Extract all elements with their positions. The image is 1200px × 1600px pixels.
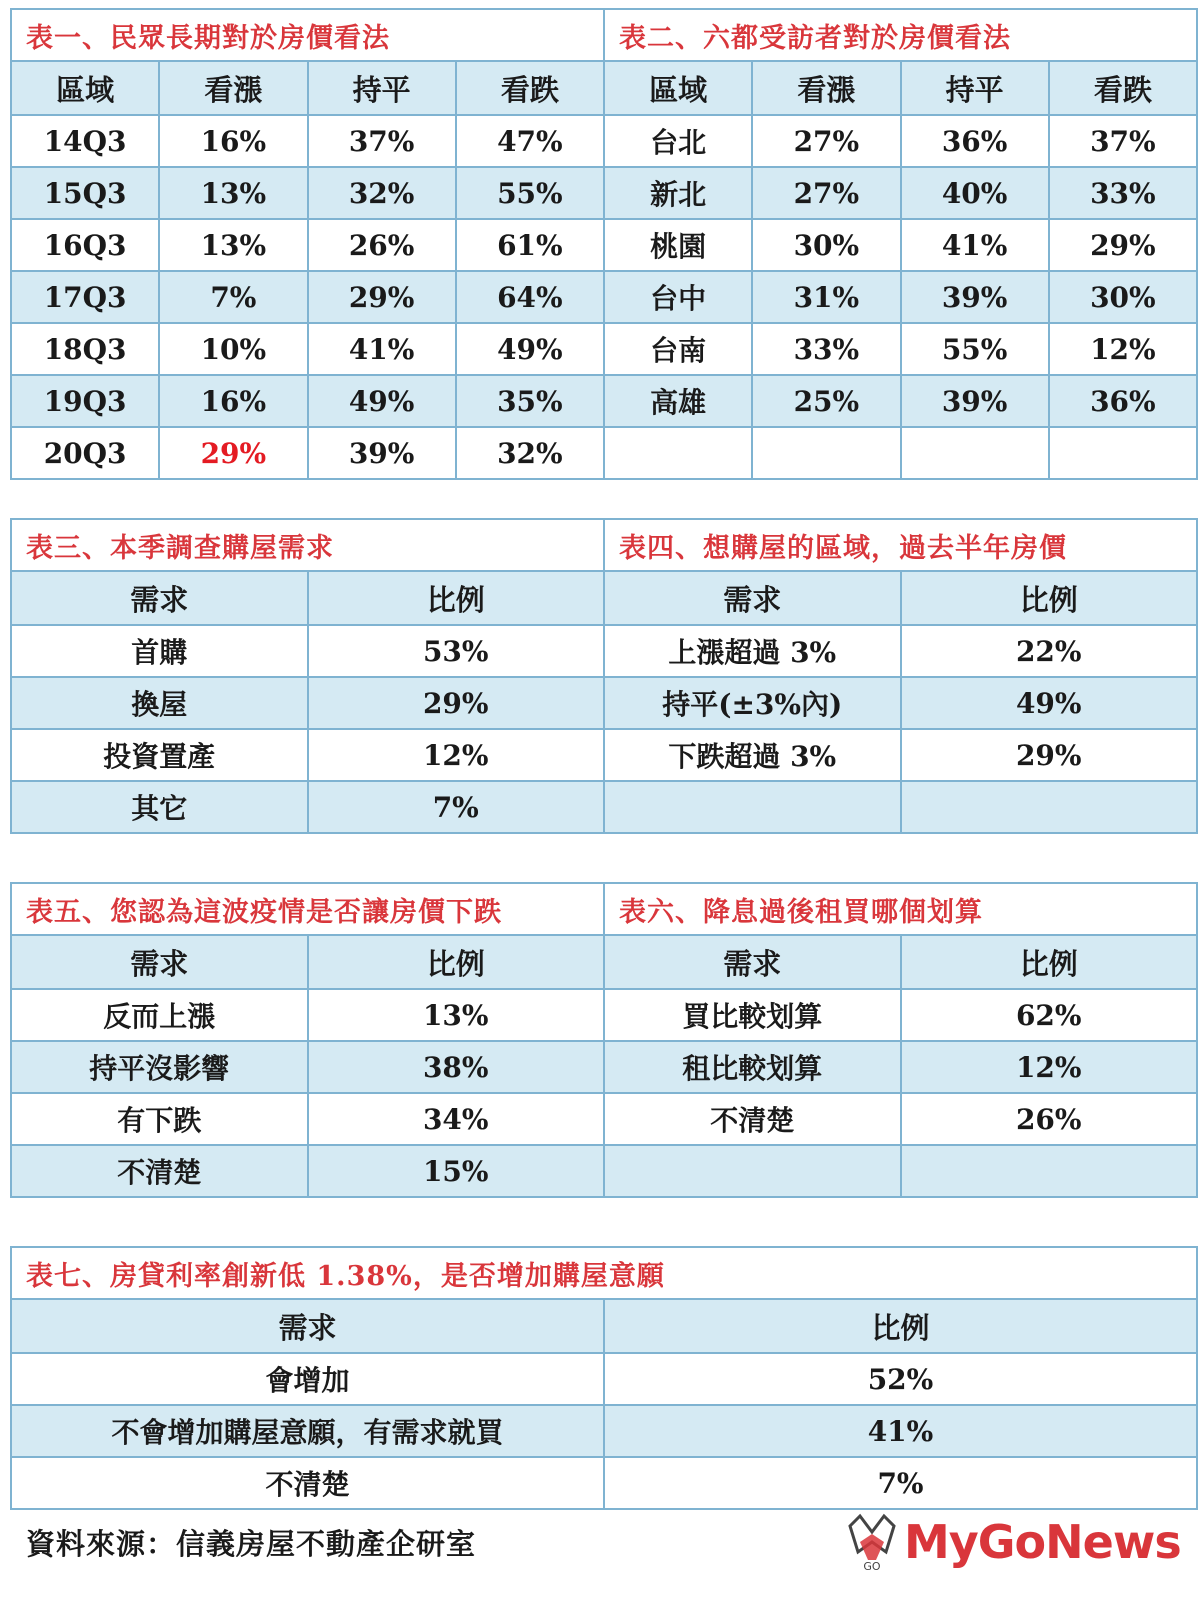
table3-row <box>11 781 604 833</box>
table2-header-cell: 區域 <box>604 61 752 115</box>
table7-cell: 會增加 <box>11 1353 604 1405</box>
table1-cell: 32% <box>308 167 456 219</box>
table4-cell: 持平(±3%內) <box>604 677 901 729</box>
table5-cell: 有下跌 <box>11 1093 308 1145</box>
table2-cell: 33% <box>1049 167 1197 219</box>
table2-row <box>604 219 1197 271</box>
table2-cell: 27% <box>752 115 900 167</box>
table3-cell: 12% <box>308 729 605 781</box>
block-pandemic-rates <box>10 882 1198 1198</box>
table2-cell: 31% <box>752 271 900 323</box>
table1-cell: 61% <box>456 219 604 271</box>
table3-row <box>11 677 604 729</box>
table2-cell: 36% <box>1049 375 1197 427</box>
table1-title: 表一、民眾長期對於房價看法 <box>26 22 390 54</box>
table4-row <box>604 781 1197 833</box>
table1-cell: 41% <box>308 323 456 375</box>
table2-header-cell: 持平 <box>901 61 1049 115</box>
table5-title: 表五、您認為這波疫情是否讓房價下跌 <box>26 896 502 928</box>
table4-header-row <box>604 571 1197 625</box>
table6-cell: 62% <box>901 989 1198 1041</box>
table1-row <box>11 427 604 479</box>
table4-cell: 上漲超過 3% <box>604 625 901 677</box>
table6-cell <box>604 1145 901 1197</box>
table7-cell: 不清楚 <box>11 1457 604 1509</box>
table2-row <box>604 323 1197 375</box>
table3-cell: 投資置產 <box>11 729 308 781</box>
table3-header-cell: 比例 <box>308 571 605 625</box>
table2-cell: 29% <box>1049 219 1197 271</box>
block-demand <box>10 518 1198 834</box>
table1-header-cell: 持平 <box>308 61 456 115</box>
table7-header-row <box>11 1299 1197 1353</box>
table3-row <box>11 625 604 677</box>
table7-cell: 52% <box>604 1353 1197 1405</box>
table2-cell: 36% <box>901 115 1049 167</box>
table1-cell: 39% <box>308 427 456 479</box>
table1-row <box>11 115 604 167</box>
table4-row <box>604 729 1197 781</box>
table1-cell: 10% <box>159 323 307 375</box>
table5 <box>10 934 605 1198</box>
table2-cell: 12% <box>1049 323 1197 375</box>
source-note: 資料來源：信義房屋不動產企研室 <box>26 1527 477 1561</box>
table4-title: 表四、想購屋的區域，過去半年房價 <box>603 520 1196 570</box>
table5-row <box>11 989 604 1041</box>
table3-header-cell: 需求 <box>11 571 308 625</box>
table3-header-row <box>11 571 604 625</box>
table1-row <box>11 219 604 271</box>
table2-cell: 台北 <box>604 115 752 167</box>
table2-cell: 新北 <box>604 167 752 219</box>
table1-header-cell: 看漲 <box>159 61 307 115</box>
table1-cell: 13% <box>159 219 307 271</box>
mygonews-logo <box>846 1512 1181 1572</box>
table1-cell: 16% <box>159 375 307 427</box>
table2-cell <box>604 427 752 479</box>
table5-cell: 15% <box>308 1145 605 1197</box>
block-1-title-row <box>10 8 1198 60</box>
table5-header-cell: 需求 <box>11 935 308 989</box>
table6-header-row <box>604 935 1197 989</box>
table1-cell: 16% <box>159 115 307 167</box>
table2-cell: 37% <box>1049 115 1197 167</box>
table7-header-cell: 需求 <box>11 1299 604 1353</box>
table4-cell: 49% <box>901 677 1198 729</box>
table1-cell: 19Q3 <box>11 375 159 427</box>
table2-row <box>604 271 1197 323</box>
table4-cell: 22% <box>901 625 1198 677</box>
table3-cell: 29% <box>308 677 605 729</box>
table2-row <box>604 427 1197 479</box>
table6-row <box>604 1093 1197 1145</box>
logo-mark-text: GO <box>863 1560 881 1572</box>
table4-row <box>604 677 1197 729</box>
table2-cell: 41% <box>901 219 1049 271</box>
table1-cell: 47% <box>456 115 604 167</box>
table2-header-row <box>604 61 1197 115</box>
table5-cell: 34% <box>308 1093 605 1145</box>
table7-title: 表七、房貸利率創新低 1.38%，是否增加購屋意願 <box>26 1260 665 1292</box>
table2-cell: 39% <box>901 375 1049 427</box>
block-mortgage-rate <box>10 1246 1198 1510</box>
table1-row <box>11 375 604 427</box>
table7-row <box>11 1353 1197 1405</box>
table1-cell: 20Q3 <box>11 427 159 479</box>
table1-header-row <box>11 61 604 115</box>
table2-cell: 30% <box>752 219 900 271</box>
table7-cell: 41% <box>604 1405 1197 1457</box>
table3-cell: 其它 <box>11 781 308 833</box>
table6-cell: 26% <box>901 1093 1198 1145</box>
table7-cell: 7% <box>604 1457 1197 1509</box>
table6-cell: 不清楚 <box>604 1093 901 1145</box>
table4-cell <box>604 781 901 833</box>
table6-cell: 買比較划算 <box>604 989 901 1041</box>
table2-header-cell: 看跌 <box>1049 61 1197 115</box>
table1-row <box>11 323 604 375</box>
table5-cell: 持平沒影響 <box>11 1041 308 1093</box>
table2 <box>603 60 1198 480</box>
table2-title: 表二、六都受訪者對於房價看法 <box>603 10 1196 60</box>
table5-cell: 反而上漲 <box>11 989 308 1041</box>
table2-cell: 27% <box>752 167 900 219</box>
table2-row <box>604 375 1197 427</box>
table4-row <box>604 625 1197 677</box>
table5-cell: 38% <box>308 1041 605 1093</box>
table1-cell: 35% <box>456 375 604 427</box>
table6-cell: 12% <box>901 1041 1198 1093</box>
table7-cell: 不會增加購屋意願，有需求就買 <box>11 1405 604 1457</box>
block-2-title-row <box>10 518 1198 570</box>
table1-cell: 49% <box>308 375 456 427</box>
table3-cell: 7% <box>308 781 605 833</box>
table4-cell: 29% <box>901 729 1198 781</box>
table1-cell: 7% <box>159 271 307 323</box>
table6-header-cell: 比例 <box>901 935 1198 989</box>
table1-row <box>11 271 604 323</box>
table5-row <box>11 1041 604 1093</box>
table2-row <box>604 167 1197 219</box>
table2-cell <box>1049 427 1197 479</box>
table2-cell: 高雄 <box>604 375 752 427</box>
table1-cell: 17Q3 <box>11 271 159 323</box>
table3 <box>10 570 605 834</box>
table5-header-cell: 比例 <box>308 935 605 989</box>
table1-cell: 37% <box>308 115 456 167</box>
table2-cell: 桃園 <box>604 219 752 271</box>
table2-cell: 台中 <box>604 271 752 323</box>
table2-cell: 25% <box>752 375 900 427</box>
table5-row <box>11 1145 604 1197</box>
block-market-outlook <box>10 8 1198 480</box>
table7-header-cell: 比例 <box>604 1299 1197 1353</box>
table5-row <box>11 1093 604 1145</box>
table5-cell: 不清楚 <box>11 1145 308 1197</box>
table6-row <box>604 1145 1197 1197</box>
table1 <box>10 60 605 480</box>
table6-cell <box>901 1145 1198 1197</box>
table1-highlight-cell: 29% <box>159 427 307 479</box>
table1-cell: 49% <box>456 323 604 375</box>
table5-header-row <box>11 935 604 989</box>
table1-cell: 13% <box>159 167 307 219</box>
table6-cell: 租比較划算 <box>604 1041 901 1093</box>
table3-row <box>11 729 604 781</box>
table6 <box>603 934 1198 1198</box>
table2-cell: 40% <box>901 167 1049 219</box>
table2-header-cell: 看漲 <box>752 61 900 115</box>
table6-header-cell: 需求 <box>604 935 901 989</box>
table3-title: 表三、本季調查購屋需求 <box>26 532 334 564</box>
block-3-title-row <box>10 882 1198 934</box>
table6-row <box>604 1041 1197 1093</box>
table4-header-cell: 需求 <box>604 571 901 625</box>
table1-cell: 16Q3 <box>11 219 159 271</box>
table7-row <box>11 1457 1197 1509</box>
table1-cell: 14Q3 <box>11 115 159 167</box>
table7 <box>10 1298 1198 1510</box>
table7-row <box>11 1405 1197 1457</box>
mygonews-logo-icon <box>846 1512 898 1572</box>
table2-cell: 台南 <box>604 323 752 375</box>
block-4-title-row <box>10 1246 1198 1298</box>
table4-cell <box>901 781 1198 833</box>
table6-title: 表六、降息過後租買哪個划算 <box>603 884 1196 934</box>
table1-cell: 64% <box>456 271 604 323</box>
table2-cell: 55% <box>901 323 1049 375</box>
table1-header-cell: 看跌 <box>456 61 604 115</box>
table3-cell: 首購 <box>11 625 308 677</box>
table4 <box>603 570 1198 834</box>
table1-cell: 15Q3 <box>11 167 159 219</box>
table2-cell: 33% <box>752 323 900 375</box>
table2-cell: 30% <box>1049 271 1197 323</box>
table1-cell: 26% <box>308 219 456 271</box>
table1-header-cell: 區域 <box>11 61 159 115</box>
table2-cell: 39% <box>901 271 1049 323</box>
table4-header-cell: 比例 <box>901 571 1198 625</box>
logo-text: MyGoNews <box>904 1515 1181 1569</box>
table2-cell <box>901 427 1049 479</box>
table1-cell: 18Q3 <box>11 323 159 375</box>
table1-cell: 29% <box>308 271 456 323</box>
table2-row <box>604 115 1197 167</box>
table5-cell: 13% <box>308 989 605 1041</box>
table2-cell <box>752 427 900 479</box>
table3-cell: 換屋 <box>11 677 308 729</box>
table1-cell: 55% <box>456 167 604 219</box>
table1-row <box>11 167 604 219</box>
table6-row <box>604 989 1197 1041</box>
table1-cell: 32% <box>456 427 604 479</box>
table3-cell: 53% <box>308 625 605 677</box>
table4-cell: 下跌超過 3% <box>604 729 901 781</box>
